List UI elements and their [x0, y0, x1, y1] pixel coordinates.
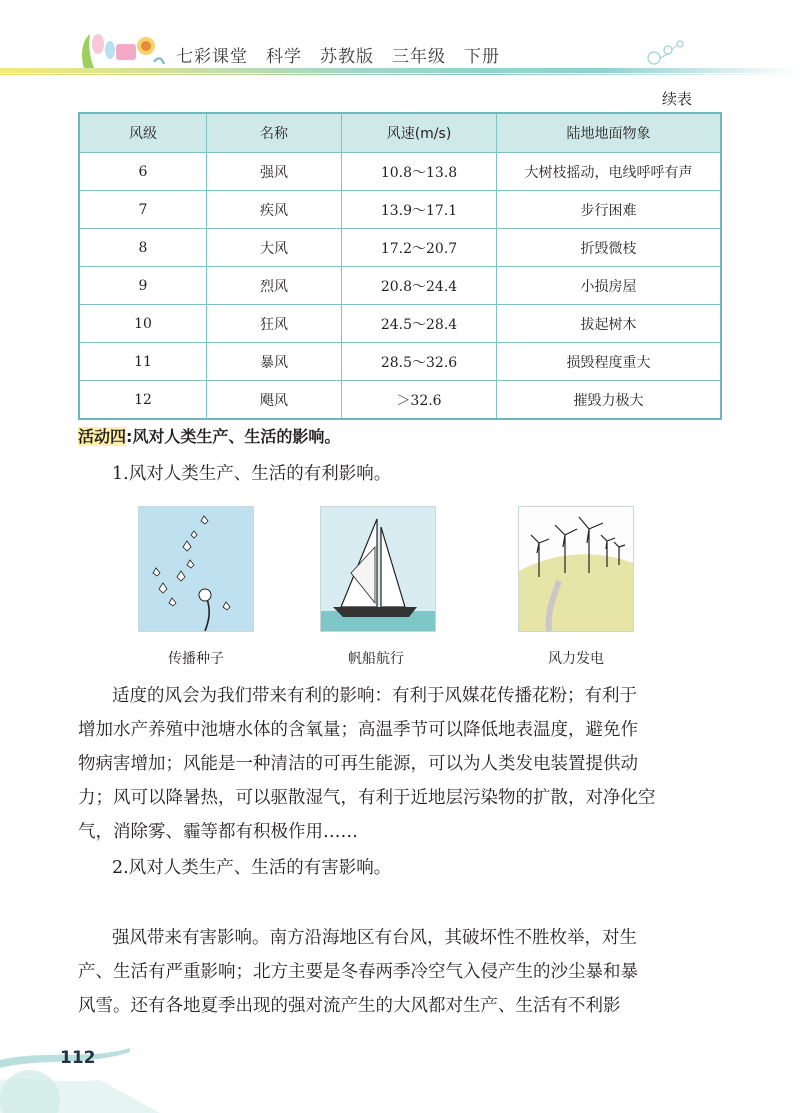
paragraph-line: 物病害增加；风能是一种清洁的可再生能源，可以为人类发电装置提供动	[78, 754, 638, 774]
table-cell: 11	[79, 343, 207, 381]
table-row	[79, 267, 721, 305]
table-cell: 8	[79, 229, 207, 267]
table-cell: 损毁程度重大	[497, 343, 722, 381]
paragraph-line: 产、生活有严重影响；北方主要是冬春两季冷空气入侵产生的沙尘暴和暴	[78, 962, 638, 982]
table-cell: 7	[79, 191, 207, 229]
table-header-cell: 陆地地面物象	[497, 113, 722, 153]
wind-scale-table	[78, 112, 722, 420]
page-header	[0, 0, 800, 80]
table-cell: 6	[79, 153, 207, 191]
table-cell: 步行困难	[497, 191, 722, 229]
header-grade: 三年级	[392, 47, 446, 67]
header-title	[176, 42, 518, 67]
header-divider	[0, 68, 800, 73]
table-cell: 24.5～28.4	[342, 305, 497, 343]
table-row	[79, 229, 721, 267]
table-cell: 17.2～20.7	[342, 229, 497, 267]
table-row	[79, 305, 721, 343]
section-heading-harms: 2.风对人类生产、生活的有害影响。	[112, 858, 392, 878]
table-cell: 9	[79, 267, 207, 305]
paragraph-line: 强风带来有害影响。南方沿海地区有台风，其破坏性不胜枚举，对生	[112, 928, 637, 948]
table-header-cell: 风速(m/s)	[342, 113, 497, 153]
table-cell: 小损房屋	[497, 267, 722, 305]
seed-dispersal-illustration	[138, 506, 254, 632]
table-cell: 拔起树木	[497, 305, 722, 343]
paragraph-line: 适度的风会为我们带来有利的影响：有利于风媒花传播花粉；有利于	[112, 686, 637, 706]
table-cell: 28.5～32.6	[342, 343, 497, 381]
paragraph-line: 风雪。还有各地夏季出现的强对流产生的大风都对生产、生活有不利影	[78, 996, 621, 1016]
table-cell: 烈风	[207, 267, 342, 305]
table-cell: 摧毁力极大	[497, 381, 722, 420]
paragraph-line: 力；风可以降暑热，可以驱散湿气，有利于近地层污染物的扩散，对净化空	[78, 788, 656, 808]
caption-seed-dispersal: 传播种子	[168, 651, 224, 667]
header-series: 七彩课堂	[176, 47, 248, 67]
table-cell: 大树枝摇动，电线呼呼有声	[497, 153, 722, 191]
table-cell: 20.8～24.4	[342, 267, 497, 305]
table-cell: 12	[79, 381, 207, 420]
continued-label: 续表	[662, 90, 693, 108]
header-volume: 下册	[464, 47, 500, 67]
table-header-cell: 名称	[207, 113, 342, 153]
activity-title: :风对人类生产、生活的影响。	[126, 427, 341, 446]
table-cell: 狂风	[207, 305, 342, 343]
table-cell: 13.9～17.1	[342, 191, 497, 229]
page-number: 112	[60, 1048, 96, 1068]
header-subject: 科学	[266, 47, 302, 67]
table-row	[79, 153, 721, 191]
series-logo-icon	[76, 28, 168, 70]
table-row	[79, 191, 721, 229]
bubbles-decoration-icon	[640, 34, 700, 70]
sailboat-illustration	[320, 506, 436, 632]
table-header-cell: 风级	[79, 113, 207, 153]
header-edition: 苏教版	[320, 47, 374, 67]
table-cell: 大风	[207, 229, 342, 267]
paragraph-line: 增加水产养殖中池塘水体的含氧量；高温季节可以降低地表温度，避免作	[78, 720, 638, 740]
table-cell: 飓风	[207, 381, 342, 420]
table-cell: 暴风	[207, 343, 342, 381]
header-underline	[0, 74, 800, 75]
section-heading-benefits: 1.风对人类生产、生活的有利影响。	[112, 464, 392, 484]
table-cell: 10.8～13.8	[342, 153, 497, 191]
paragraph-line: 气，消除雾、霾等都有积极作用……	[78, 822, 358, 842]
caption-wind-turbine: 风力发电	[548, 651, 604, 667]
table-cell: 折毁微枝	[497, 229, 722, 267]
caption-sailboat: 帆船航行	[348, 651, 404, 667]
table-cell: 10	[79, 305, 207, 343]
table-row	[79, 381, 721, 420]
wind-turbine-illustration	[518, 506, 634, 632]
table-row	[79, 343, 721, 381]
table-header-row	[79, 113, 721, 153]
table-cell: 疾风	[207, 191, 342, 229]
activity-heading	[78, 424, 340, 447]
table-cell: 强风	[207, 153, 342, 191]
table-cell: ＞32.6	[342, 381, 497, 420]
activity-label: 活动四	[78, 427, 127, 446]
